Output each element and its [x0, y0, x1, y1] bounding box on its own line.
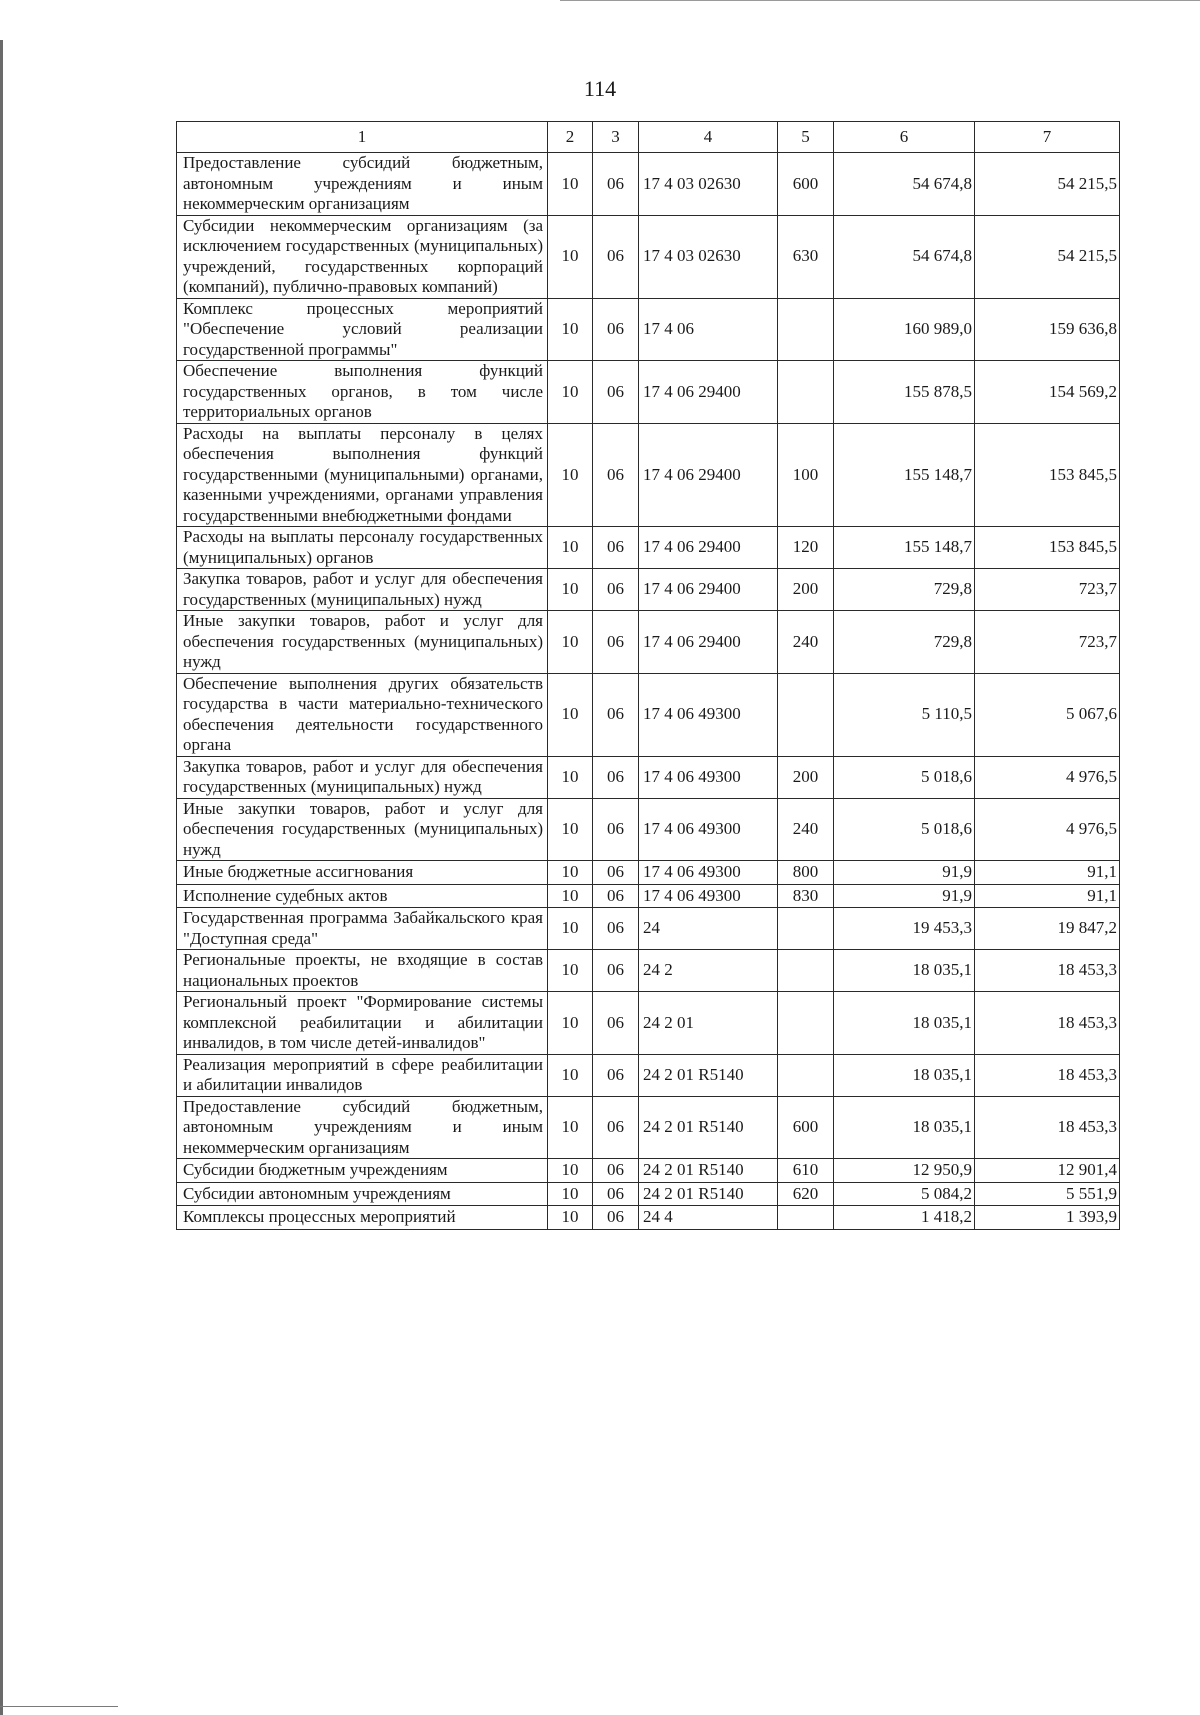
table-row	[177, 861, 1120, 885]
header-row	[177, 122, 1120, 153]
cell-expense-type: 200	[778, 756, 834, 798]
cell-name: Расходы на выплаты персоналу государственных (муниципальных) органов	[177, 527, 548, 569]
cell-amount-1: 5 018,6	[834, 798, 975, 861]
table-row	[177, 992, 1120, 1055]
cell-expense-type	[778, 298, 834, 361]
cell-section: 10	[548, 215, 593, 298]
cell-target-article: 17 4 06 29400	[639, 423, 778, 527]
table-row	[177, 611, 1120, 674]
cell-section: 10	[548, 1182, 593, 1206]
cell-section: 10	[548, 611, 593, 674]
cell-amount-1: 19 453,3	[834, 908, 975, 950]
cell-subsection: 06	[593, 1206, 639, 1230]
cell-target-article: 17 4 06 49300	[639, 756, 778, 798]
cell-expense-type	[778, 1054, 834, 1096]
cell-subsection: 06	[593, 298, 639, 361]
cell-amount-1: 1 418,2	[834, 1206, 975, 1230]
cell-subsection: 06	[593, 215, 639, 298]
scan-left-edge	[0, 40, 3, 1715]
cell-amount-2: 18 453,3	[975, 1054, 1120, 1096]
cell-expense-type: 240	[778, 611, 834, 674]
cell-section: 10	[548, 673, 593, 756]
cell-amount-2: 5 551,9	[975, 1182, 1120, 1206]
table-row	[177, 884, 1120, 908]
cell-amount-2: 91,1	[975, 884, 1120, 908]
cell-target-article: 17 4 03 02630	[639, 153, 778, 216]
table-row	[177, 1096, 1120, 1159]
cell-amount-2: 4 976,5	[975, 798, 1120, 861]
cell-target-article: 17 4 06	[639, 298, 778, 361]
cell-target-article: 17 4 06 49300	[639, 884, 778, 908]
table-row	[177, 756, 1120, 798]
cell-expense-type	[778, 992, 834, 1055]
cell-name: Обеспечение выполнения других обязательств государства в части материально-технического обеспечения деятельности государственного органа	[177, 673, 548, 756]
cell-name: Предоставление субсидий бюджетным, автономным учреждениям и иным некоммерческим организациям	[177, 153, 548, 216]
cell-name: Субсидии автономным учреждениям	[177, 1182, 548, 1206]
page-number: 114	[583, 76, 617, 101]
cell-expense-type: 600	[778, 153, 834, 216]
cell-section: 10	[548, 298, 593, 361]
cell-amount-2: 5 067,6	[975, 673, 1120, 756]
cell-amount-2: 153 845,5	[975, 527, 1120, 569]
cell-amount-2: 18 453,3	[975, 950, 1120, 992]
cell-expense-type	[778, 908, 834, 950]
cell-expense-type: 630	[778, 215, 834, 298]
cell-name: Иные закупки товаров, работ и услуг для обеспечения государственных (муниципальных) нужд	[177, 611, 548, 674]
cell-name: Исполнение судебных актов	[177, 884, 548, 908]
header-cell-2: 2	[548, 122, 593, 153]
cell-target-article: 17 4 03 02630	[639, 215, 778, 298]
header-cell-5: 5	[778, 122, 834, 153]
cell-section: 10	[548, 1206, 593, 1230]
table-row	[177, 527, 1120, 569]
cell-target-article: 24 2 01 R5140	[639, 1096, 778, 1159]
cell-amount-2: 154 569,2	[975, 361, 1120, 424]
cell-expense-type: 800	[778, 861, 834, 885]
cell-expense-type	[778, 673, 834, 756]
cell-amount-2: 12 901,4	[975, 1159, 1120, 1183]
cell-amount-2: 723,7	[975, 569, 1120, 611]
cell-expense-type: 600	[778, 1096, 834, 1159]
cell-section: 10	[548, 1096, 593, 1159]
cell-subsection: 06	[593, 884, 639, 908]
cell-section: 10	[548, 1054, 593, 1096]
cell-subsection: 06	[593, 1182, 639, 1206]
cell-amount-2: 159 636,8	[975, 298, 1120, 361]
table-row	[177, 950, 1120, 992]
cell-amount-1: 54 674,8	[834, 215, 975, 298]
cell-name: Региональный проект "Формирование системы комплексной реабилитации и абилитации инвалидов, в том числе детей-инвалидов"	[177, 992, 548, 1055]
cell-name: Иные бюджетные ассигнования	[177, 861, 548, 885]
cell-amount-1: 155 878,5	[834, 361, 975, 424]
cell-amount-1: 18 035,1	[834, 1096, 975, 1159]
cell-section: 10	[548, 569, 593, 611]
cell-amount-1: 160 989,0	[834, 298, 975, 361]
cell-target-article: 17 4 06 29400	[639, 611, 778, 674]
cell-amount-2: 1 393,9	[975, 1206, 1120, 1230]
cell-subsection: 06	[593, 1159, 639, 1183]
cell-subsection: 06	[593, 756, 639, 798]
cell-section: 10	[548, 756, 593, 798]
cell-subsection: 06	[593, 861, 639, 885]
cell-target-article: 24 2 01 R5140	[639, 1054, 778, 1096]
cell-amount-2: 19 847,2	[975, 908, 1120, 950]
cell-subsection: 06	[593, 992, 639, 1055]
cell-target-article: 24 4	[639, 1206, 778, 1230]
cell-target-article: 17 4 06 29400	[639, 361, 778, 424]
cell-subsection: 06	[593, 673, 639, 756]
cell-subsection: 06	[593, 798, 639, 861]
cell-name: Закупка товаров, работ и услуг для обеспечения государственных (муниципальных) нужд	[177, 756, 548, 798]
cell-amount-2: 4 976,5	[975, 756, 1120, 798]
cell-expense-type	[778, 361, 834, 424]
cell-section: 10	[548, 950, 593, 992]
cell-target-article: 24	[639, 908, 778, 950]
cell-subsection: 06	[593, 569, 639, 611]
cell-target-article: 17 4 06 49300	[639, 798, 778, 861]
cell-amount-1: 155 148,7	[834, 423, 975, 527]
table-row	[177, 673, 1120, 756]
cell-amount-1: 91,9	[834, 861, 975, 885]
table-row	[177, 298, 1120, 361]
cell-section: 10	[548, 861, 593, 885]
cell-name: Реализация мероприятий в сфере реабилитации и абилитации инвалидов	[177, 1054, 548, 1096]
cell-name: Предоставление субсидий бюджетным, автономным учреждениям и иным некоммерческим организациям	[177, 1096, 548, 1159]
cell-target-article: 17 4 06 49300	[639, 673, 778, 756]
cell-target-article: 24 2 01 R5140	[639, 1182, 778, 1206]
cell-name: Расходы на выплаты персоналу в целях обеспечения выполнения функций государственными (муниципальными) органами, казенными учреждениями, органами управления государственными внебюджетными фондами	[177, 423, 548, 527]
table-row	[177, 423, 1120, 527]
table-row	[177, 153, 1120, 216]
cell-subsection: 06	[593, 611, 639, 674]
cell-subsection: 06	[593, 527, 639, 569]
cell-expense-type	[778, 1206, 834, 1230]
table-row	[177, 798, 1120, 861]
cell-subsection: 06	[593, 1054, 639, 1096]
table-row	[177, 569, 1120, 611]
table-body	[177, 153, 1120, 1230]
cell-expense-type: 120	[778, 527, 834, 569]
cell-name: Комплексы процессных мероприятий	[177, 1206, 548, 1230]
cell-amount-2: 91,1	[975, 861, 1120, 885]
cell-amount-1: 5 110,5	[834, 673, 975, 756]
cell-expense-type: 100	[778, 423, 834, 527]
cell-expense-type: 620	[778, 1182, 834, 1206]
scan-top-edge	[560, 0, 1200, 1]
cell-target-article: 24 2 01	[639, 992, 778, 1055]
header-cell-4: 4	[639, 122, 778, 153]
cell-amount-1: 155 148,7	[834, 527, 975, 569]
cell-subsection: 06	[593, 423, 639, 527]
scan-bottom-edge	[0, 1706, 118, 1707]
cell-amount-1: 729,8	[834, 569, 975, 611]
header-cell-7: 7	[975, 122, 1120, 153]
cell-expense-type: 200	[778, 569, 834, 611]
cell-subsection: 06	[593, 1096, 639, 1159]
table-row	[177, 1182, 1120, 1206]
cell-subsection: 06	[593, 908, 639, 950]
cell-name: Региональные проекты, не входящие в состав национальных проектов	[177, 950, 548, 992]
table-row	[177, 1054, 1120, 1096]
cell-section: 10	[548, 153, 593, 216]
cell-name: Государственная программа Забайкальского края "Доступная среда"	[177, 908, 548, 950]
cell-amount-2: 54 215,5	[975, 215, 1120, 298]
cell-target-article: 17 4 06 29400	[639, 569, 778, 611]
cell-amount-2: 54 215,5	[975, 153, 1120, 216]
cell-section: 10	[548, 992, 593, 1055]
table-row	[177, 1159, 1120, 1183]
cell-expense-type: 240	[778, 798, 834, 861]
cell-amount-1: 729,8	[834, 611, 975, 674]
budget-table	[176, 121, 1120, 1230]
cell-section: 10	[548, 361, 593, 424]
cell-name: Субсидии бюджетным учреждениям	[177, 1159, 548, 1183]
cell-amount-1: 18 035,1	[834, 1054, 975, 1096]
cell-target-article: 17 4 06 49300	[639, 861, 778, 885]
cell-target-article: 17 4 06 29400	[639, 527, 778, 569]
cell-name: Обеспечение выполнения функций государственных органов, в том числе территориальных органов	[177, 361, 548, 424]
cell-amount-1: 5 084,2	[834, 1182, 975, 1206]
header-cell-1: 1	[177, 122, 548, 153]
cell-amount-1: 18 035,1	[834, 992, 975, 1055]
cell-name: Иные закупки товаров, работ и услуг для обеспечения государственных (муниципальных) нужд	[177, 798, 548, 861]
cell-name: Комплекс процессных мероприятий "Обеспечение условий реализации государственной программы"	[177, 298, 548, 361]
cell-section: 10	[548, 423, 593, 527]
cell-expense-type: 610	[778, 1159, 834, 1183]
cell-section: 10	[548, 908, 593, 950]
cell-section: 10	[548, 1159, 593, 1183]
cell-amount-2: 153 845,5	[975, 423, 1120, 527]
cell-subsection: 06	[593, 153, 639, 216]
cell-expense-type: 830	[778, 884, 834, 908]
cell-expense-type	[778, 950, 834, 992]
cell-subsection: 06	[593, 361, 639, 424]
cell-subsection: 06	[593, 950, 639, 992]
table-row	[177, 908, 1120, 950]
cell-name: Закупка товаров, работ и услуг для обеспечения государственных (муниципальных) нужд	[177, 569, 548, 611]
table-row	[177, 1206, 1120, 1230]
cell-amount-1: 5 018,6	[834, 756, 975, 798]
cell-section: 10	[548, 884, 593, 908]
cell-amount-1: 18 035,1	[834, 950, 975, 992]
cell-amount-1: 91,9	[834, 884, 975, 908]
cell-amount-2: 18 453,3	[975, 992, 1120, 1055]
cell-section: 10	[548, 527, 593, 569]
table-row	[177, 215, 1120, 298]
cell-amount-1: 12 950,9	[834, 1159, 975, 1183]
header-cell-3: 3	[593, 122, 639, 153]
cell-section: 10	[548, 798, 593, 861]
cell-name: Субсидии некоммерческим организациям (за исключением государственных (муниципальных) учреждений, государственных корпораций (компаний), публично-правовых компаний)	[177, 215, 548, 298]
table-row	[177, 361, 1120, 424]
cell-amount-2: 18 453,3	[975, 1096, 1120, 1159]
cell-amount-1: 54 674,8	[834, 153, 975, 216]
header-cell-6: 6	[834, 122, 975, 153]
cell-target-article: 24 2 01 R5140	[639, 1159, 778, 1183]
cell-amount-2: 723,7	[975, 611, 1120, 674]
cell-target-article: 24 2	[639, 950, 778, 992]
